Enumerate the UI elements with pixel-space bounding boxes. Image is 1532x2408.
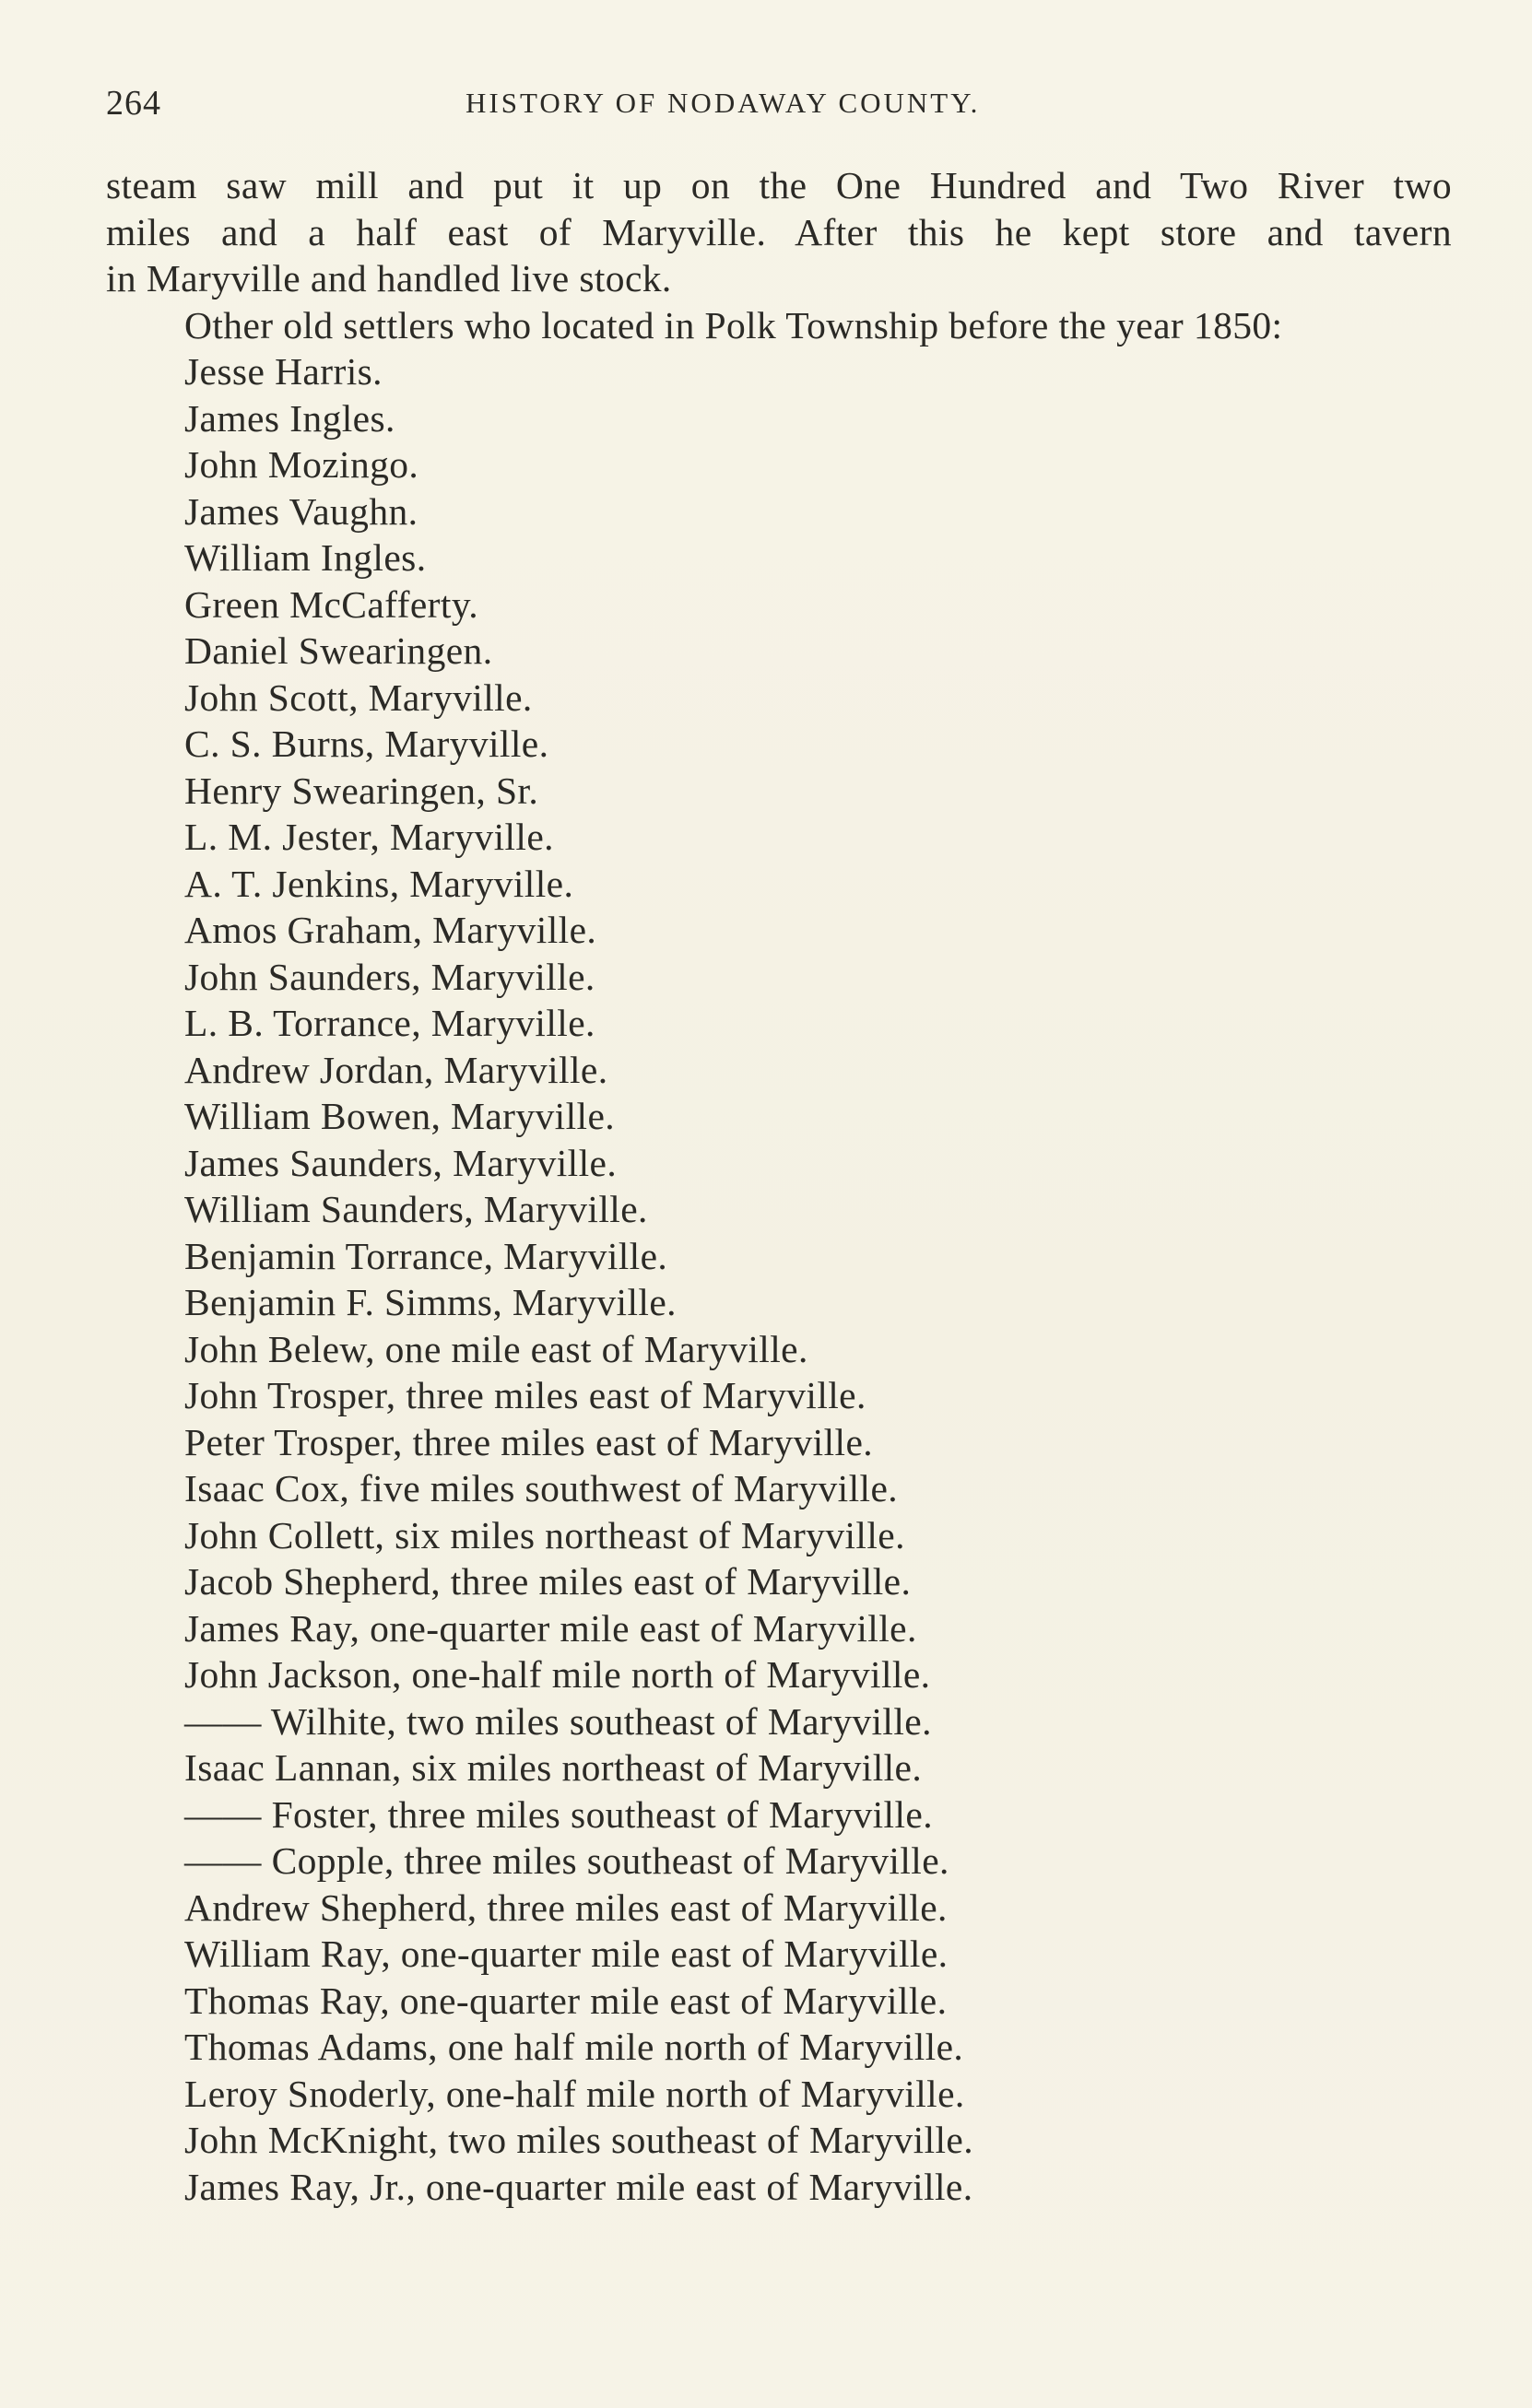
list-item: Andrew Shepherd, three miles east of Maryville.	[184, 1885, 948, 1929]
list-item: John Saunders, Maryville.	[184, 955, 595, 998]
paragraph-line: in Maryville and handled live stock.	[106, 257, 672, 300]
list-item: Thomas Adams, one half mile north of Maryville.	[184, 2026, 964, 2068]
settlers-intro: Other old settlers who located in Polk Township before the year 1850:	[184, 303, 1283, 347]
list-item: L. B. Torrance, Maryville.	[184, 1002, 595, 1044]
page-header	[106, 83, 1452, 129]
list-item: Daniel Swearingen.	[184, 629, 493, 672]
list-item: James Ray, one-quarter mile east of Maryville.	[184, 1606, 917, 1650]
list-item: William Ingles.	[184, 536, 427, 579]
list-item: Peter Trosper, three miles east of Maryville.	[184, 1420, 874, 1463]
list-item: Jesse Harris.	[184, 350, 383, 393]
list-item: —— Foster, three miles southeast of Maryville.	[184, 1792, 934, 1836]
page-number: 264	[106, 84, 161, 123]
list-item: John Trosper, three miles east of Maryville.	[184, 1374, 866, 1416]
list-item: William Saunders, Maryville.	[184, 1188, 648, 1230]
list-item: Andrew Jordan, Maryville.	[184, 1048, 608, 1091]
list-item: Benjamin Torrance, Maryville.	[184, 1234, 668, 1277]
list-item: William Ray, one-quarter mile east of Maryville.	[184, 1932, 949, 1975]
list-item: William Bowen, Maryville.	[184, 1095, 616, 1137]
list-item: Benjamin F. Simms, Maryville.	[184, 1281, 677, 1323]
list-item: Isaac Cox, five miles southwest of Maryville.	[184, 1467, 899, 1509]
list-item: John Belew, one mile east of Maryville.	[184, 1327, 808, 1370]
list-item: Green McCafferty.	[184, 582, 479, 626]
list-item: John Mozingo.	[184, 443, 419, 486]
list-item: James Ingles.	[184, 396, 395, 440]
list-item: Isaac Lannan, six miles northeast of Maryville.	[184, 1746, 923, 1789]
running-title: HISTORY OF NODAWAY COUNTY.	[465, 87, 981, 119]
list-item: Amos Graham, Maryville.	[184, 909, 597, 951]
list-item: C. S. Burns, Maryville.	[184, 722, 549, 765]
settler-list	[106, 348, 1456, 2210]
paragraph-line: steam saw mill and put it up on the One Hundred and Two River two	[106, 164, 1452, 206]
list-item: Jacob Shepherd, three miles east of Maryville.	[184, 1560, 912, 1603]
list-item: —— Copple, three miles southeast of Maryville.	[184, 1839, 949, 1882]
paragraph-line: miles and a half east of Maryville. After this he kept store and tavern	[106, 210, 1452, 253]
list-item: James Vaughn.	[184, 489, 418, 533]
list-item: Henry Swearingen, Sr.	[184, 769, 539, 812]
list-item: L. M. Jester, Maryville.	[184, 816, 554, 858]
list-item: John Jackson, one-half mile north of Maryville.	[184, 1653, 931, 1696]
list-item: John Scott, Maryville.	[184, 675, 533, 719]
list-item: John McKnight, two miles southeast of Maryville.	[184, 2119, 974, 2161]
list-item: A. T. Jenkins, Maryville.	[184, 862, 574, 905]
list-item: John Collett, six miles northeast of Maryville.	[184, 1513, 905, 1556]
list-item: James Saunders, Maryville.	[184, 1141, 618, 1184]
list-item: James Ray, Jr., one-quarter mile east of Maryville.	[184, 2165, 973, 2208]
list-item: —— Wilhite, two miles southeast of Maryville.	[184, 1699, 932, 1743]
body-text	[106, 162, 1456, 2210]
list-item: Leroy Snoderly, one-half mile north of Maryville.	[184, 2072, 965, 2115]
list-item: Thomas Ray, one-quarter mile east of Maryville.	[184, 1979, 948, 2022]
